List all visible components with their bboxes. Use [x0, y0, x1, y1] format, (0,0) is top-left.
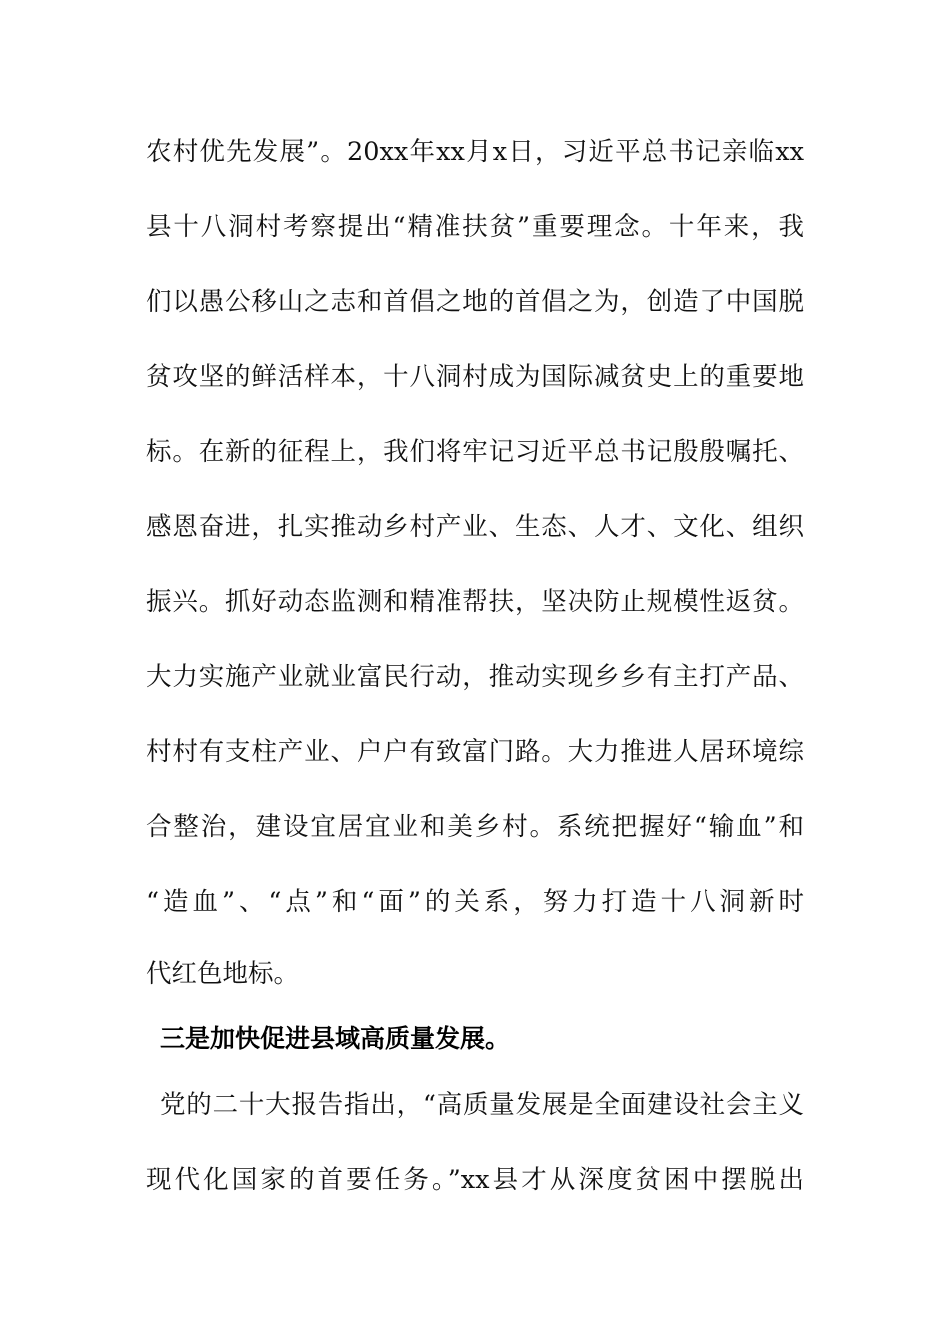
text-line: “造血”、“点”和“面”的关系，努力打造十八洞新时 [146, 887, 804, 917]
text-line: 们以愚公移山之志和首倡之地的首倡之为，创造了中国脱 [146, 287, 804, 317]
text-line: 县十八洞村考察提出“精准扶贫”重要理念。十年来，我 [146, 212, 804, 242]
text-line: 代红色地标。 [146, 959, 300, 989]
text-line: 大力实施产业就业富民行动，推动实现乡乡有主打产品、 [146, 662, 804, 692]
text-line: 贫攻坚的鲜活样本，十八洞村成为国际减贫史上的重要地 [146, 362, 804, 392]
text-line: 合整治，建设宜居宜业和美乡村。系统把握好“输血”和 [146, 812, 804, 842]
text-line: 农村优先发展”。20xx年xx月x日，习近平总书记亲临xx [146, 137, 804, 167]
text-line: 标。在新的征程上，我们将牢记习近平总书记殷殷嘱托、 [146, 437, 804, 467]
text-line: 现代化国家的首要任务。”xx县才从深度贫困中摆脱出 [146, 1165, 804, 1195]
text-line: 党的二十大报告指出，“高质量发展是全面建设社会主义 [160, 1090, 804, 1120]
section-heading: 三是加快促进县域高质量发展。 [160, 1024, 511, 1053]
text-line: 村村有支柱产业、户户有致富门路。大力推进人居环境综 [146, 737, 804, 767]
text-line: 振兴。抓好动态监测和精准帮扶，坚决防止规模性返贫。 [146, 587, 804, 617]
text-line: 感恩奋进，扎实推动乡村产业、生态、人才、文化、组织 [146, 512, 804, 542]
